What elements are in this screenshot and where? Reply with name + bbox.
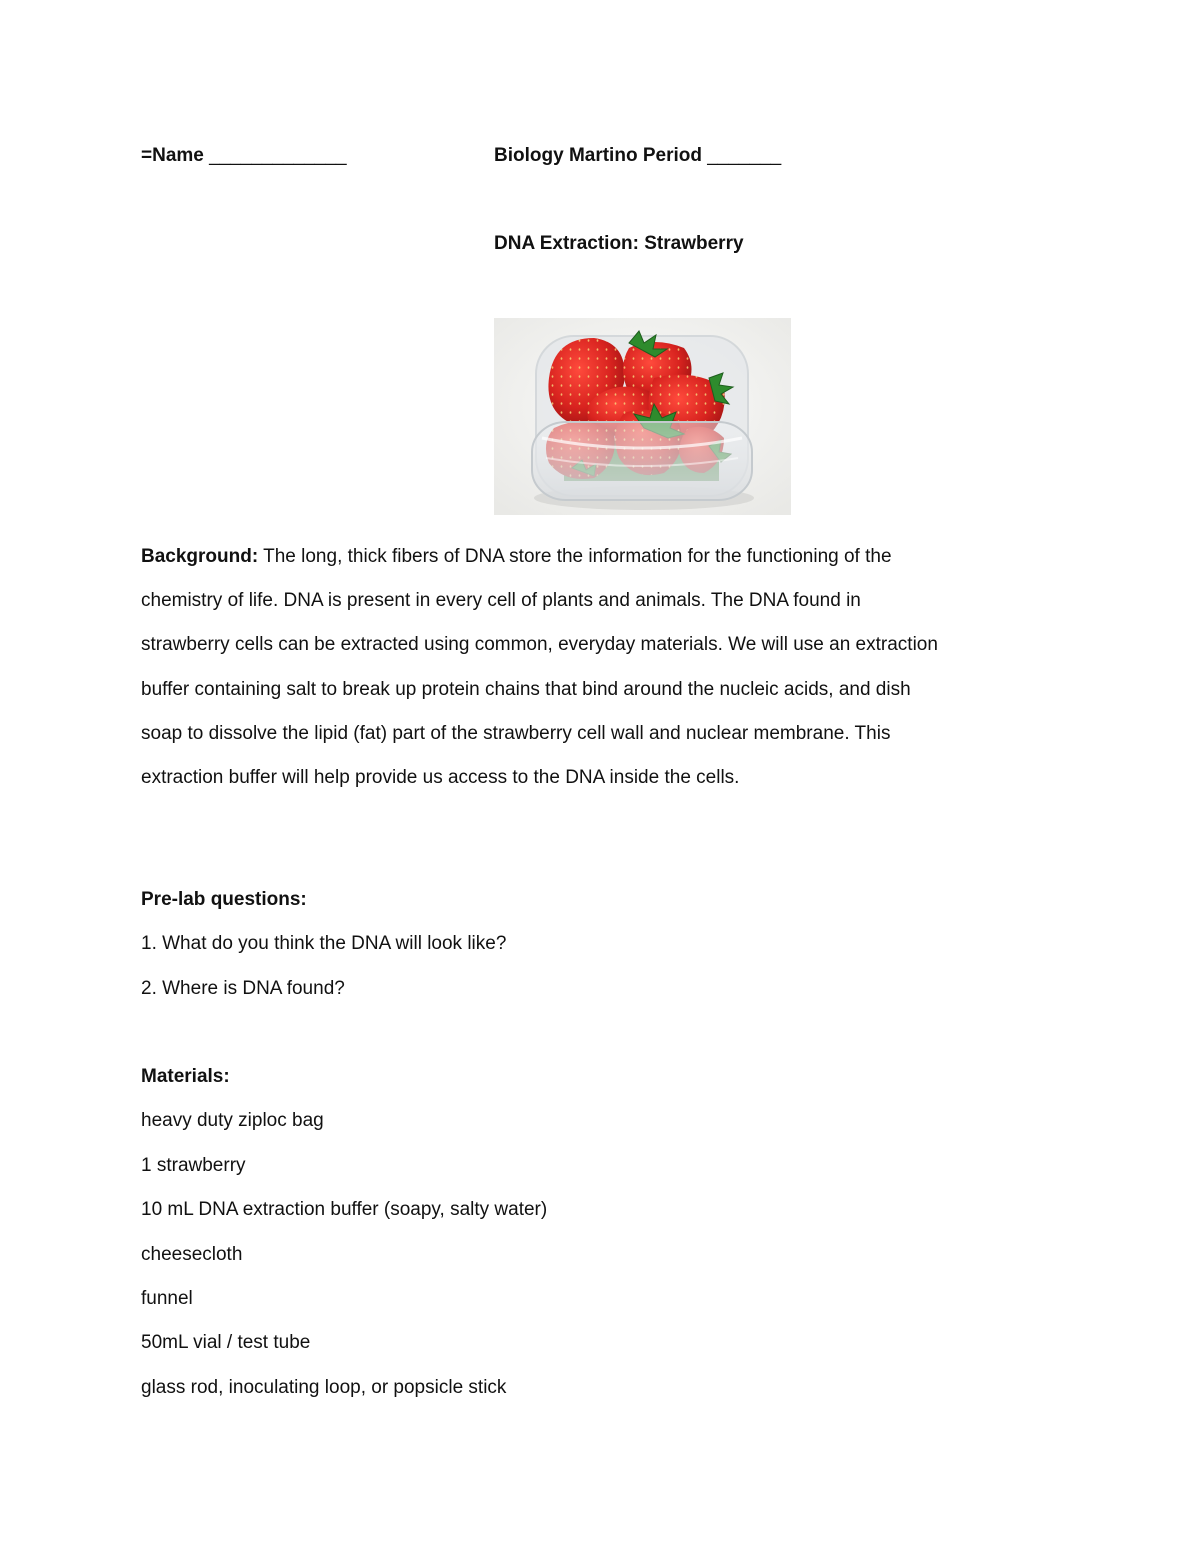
prelab-question-2: 2. Where is DNA found? xyxy=(141,977,345,999)
background-line-5: soap to dissolve the lipid (fat) part of the strawberry cell wall and nuclear membrane. This xyxy=(141,722,891,744)
background-line-4: buffer containing salt to break up protein chains that bind around the nucleic acids, and dish xyxy=(141,678,911,700)
materials-heading: Materials: xyxy=(141,1066,230,1087)
background-section xyxy=(141,535,1001,800)
name-field xyxy=(141,144,347,168)
background-text-1: The long, thick fibers of DNA store the information for the functioning of the xyxy=(263,546,892,567)
name-blank: _____________ xyxy=(209,145,347,166)
background-line-2: chemistry of life. DNA is present in every cell of plants and animals. The DNA found in xyxy=(141,590,861,612)
materials-item: funnel xyxy=(141,1287,193,1309)
strawberry-photo-icon xyxy=(494,318,791,515)
materials-item: heavy duty ziploc bag xyxy=(141,1110,324,1132)
document-title: DNA Extraction: Strawberry xyxy=(494,233,744,254)
name-label: =Name xyxy=(141,145,204,166)
class-period-label: Biology Martino Period xyxy=(494,145,702,166)
prelab-heading: Pre-lab questions: xyxy=(141,889,307,910)
background-line-1 xyxy=(141,535,1001,579)
materials-item: 50mL vial / test tube xyxy=(141,1332,311,1354)
materials-item: glass rod, inoculating loop, or popsicle stick xyxy=(141,1376,507,1398)
period-blank: _______ xyxy=(707,145,782,166)
materials-item: cheesecloth xyxy=(141,1243,243,1265)
background-line-6: extraction buffer will help provide us access to the DNA inside the cells. xyxy=(141,766,740,788)
prelab-question-1: 1. What do you think the DNA will look like? xyxy=(141,933,507,955)
materials-item: 10 mL DNA extraction buffer (soapy, salty water) xyxy=(141,1199,548,1221)
class-period-field xyxy=(494,144,781,168)
background-line-3: strawberry cells can be extracted using common, everyday materials. We will use an extraction xyxy=(141,634,938,656)
strawberry-photo xyxy=(494,318,791,515)
materials-section xyxy=(141,1065,841,1420)
materials-item: 1 strawberry xyxy=(141,1154,246,1176)
prelab-section xyxy=(141,888,841,1021)
background-label: Background: xyxy=(141,546,259,567)
